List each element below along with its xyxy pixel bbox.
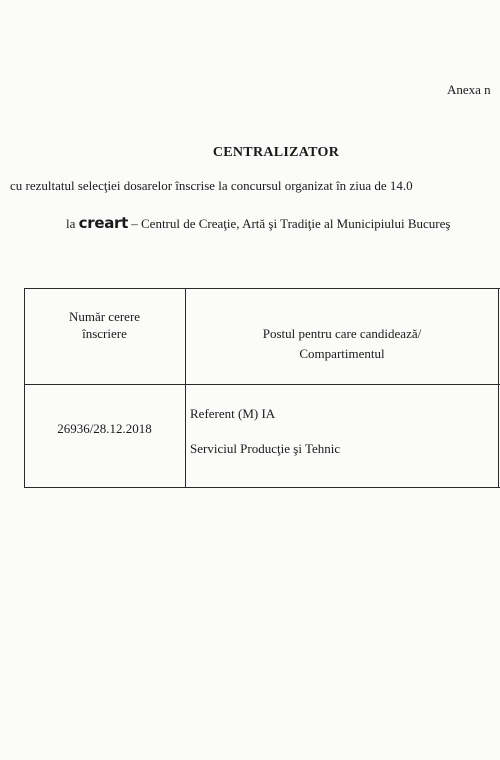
column-divider-1: [185, 288, 186, 488]
annex-label: Anexa n: [447, 82, 491, 97]
intro-line-2: [66, 214, 450, 232]
column-divider-2: [498, 288, 499, 488]
header-post-compartiment: Postul pentru care candidează/ Compartimentul: [262, 326, 422, 361]
results-table: [24, 288, 500, 488]
table-top-border: [24, 288, 500, 289]
intro-line-2-suffix: – Centrul de Creaţie, Artă şi Tradiţie al Municipiului Bucureş: [128, 216, 451, 231]
table-row-post: Referent (M) IA: [190, 406, 276, 421]
table-row-compartiment: Serviciul Producţie şi Tehnic: [190, 441, 341, 456]
document-title: CENTRALIZATOR: [212, 145, 340, 160]
table-bottom-border: [24, 487, 500, 488]
table-row-numar: 26936/28.12.2018: [57, 421, 152, 436]
creart-logo: creart: [78, 214, 128, 232]
table-header-divider: [24, 384, 500, 385]
intro-line-2-prefix: la: [66, 216, 76, 231]
header-numar-cerere: Număr cerere înscriere: [68, 309, 141, 341]
intro-line-1: cu rezultatul selecţiei dosarelor înscrise la concursul organizat în ziua de 14.0: [10, 178, 413, 193]
